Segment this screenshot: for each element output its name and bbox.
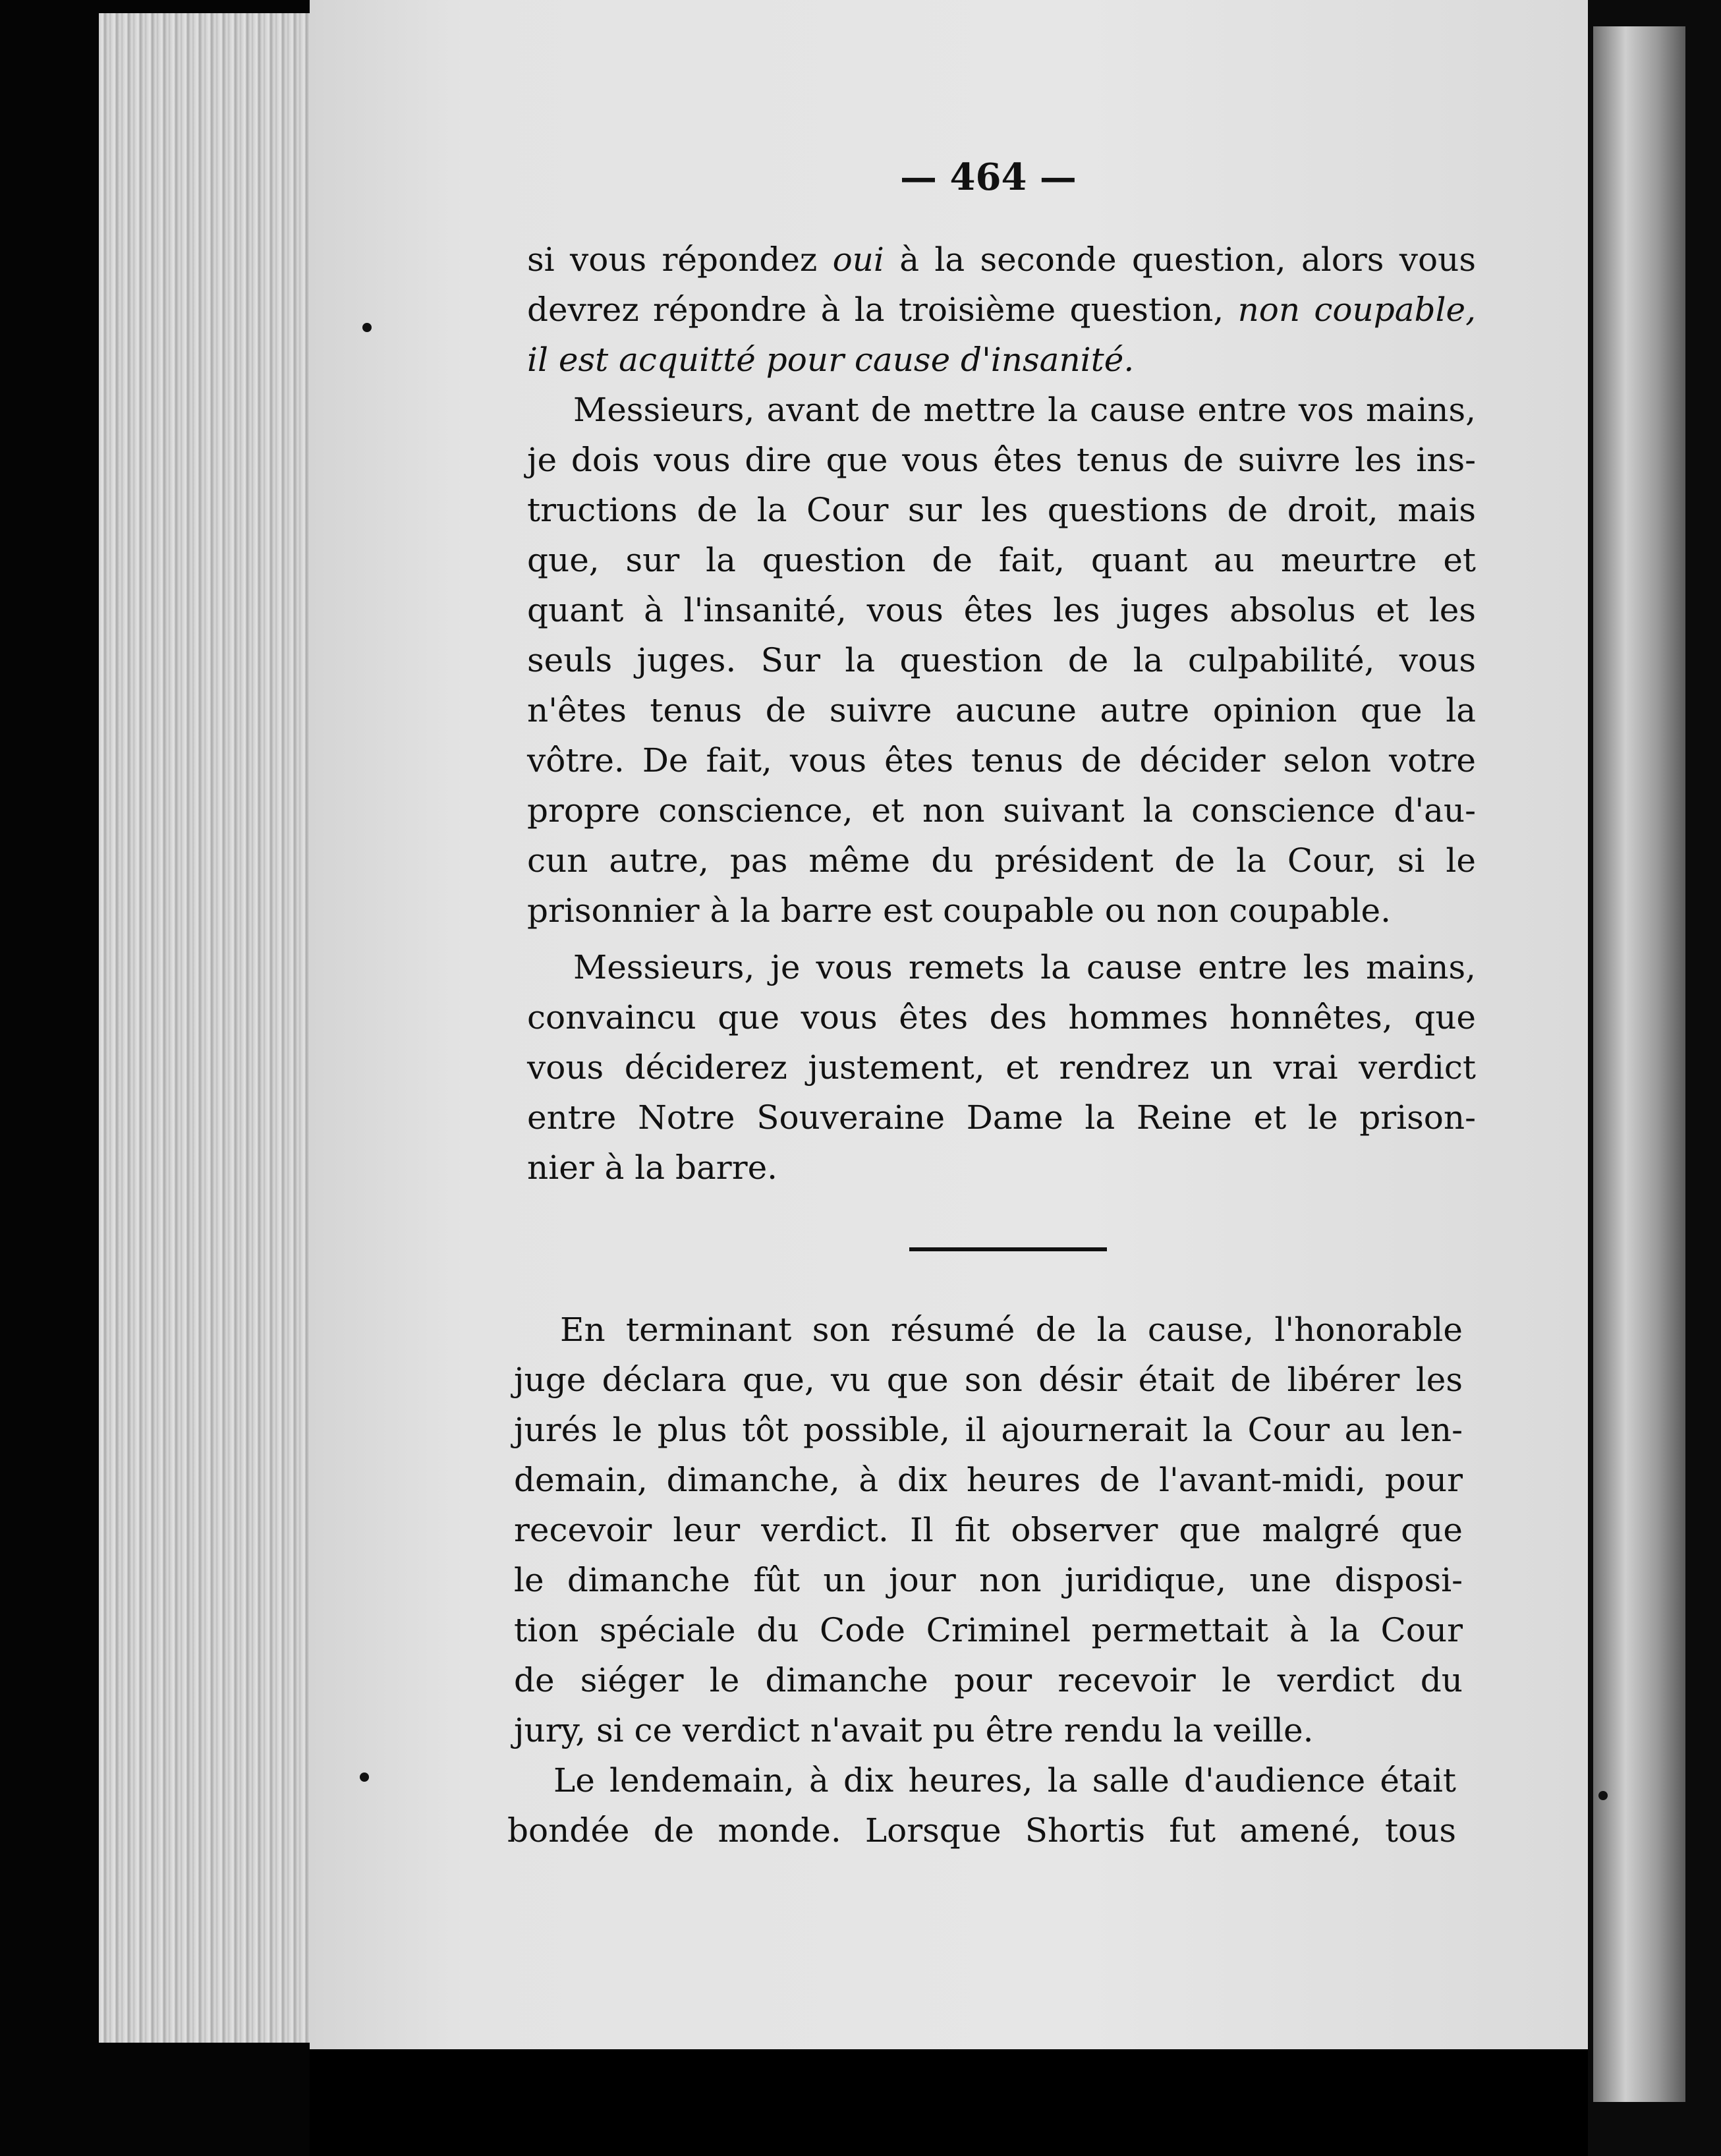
text-line: tructions de la Cour sur les questions de droit, mais: [527, 491, 1476, 529]
text-line: n'êtes tenus de suivre aucune autre opinion que la: [527, 691, 1476, 729]
text-line: bondée de monde. Lorsque Shortis fut amené, tous: [507, 1811, 1456, 1850]
text-line: vous déciderez justement, et rendrez un vrai verdict: [527, 1048, 1476, 1087]
ink-speck: [362, 323, 372, 332]
text-line: demain, dimanche, à dix heures de l'avant-midi, pour: [514, 1461, 1463, 1499]
book-page-edges: [99, 13, 320, 2043]
text-line: je dois vous dire que vous êtes tenus de suivre les ins-: [527, 441, 1476, 479]
text-run: devrez répondre à la troisième question,: [527, 291, 1238, 329]
ink-speck: [1598, 1791, 1608, 1800]
page-number: — 464 —: [900, 156, 1077, 199]
text-line: que, sur la question de fait, quant au meurtre et: [527, 541, 1476, 579]
page-bottom-shadow: [310, 2049, 1588, 2156]
text-line: recevoir leur verdict. Il fit observer que malgré que: [514, 1511, 1463, 1549]
text-line: nier à la barre.: [527, 1149, 778, 1187]
italic-text-run: il est acquitté pour cause d'insanité.: [527, 341, 1135, 379]
text-run: à la seconde question, alors vous: [884, 241, 1476, 279]
text-line: jurés le plus tôt possible, il ajournerait la Cour au len-: [514, 1411, 1463, 1449]
italic-text-run: oui: [832, 241, 884, 279]
text-line: seuls juges. Sur la question de la culpabilité, vous: [527, 641, 1476, 679]
paragraph-continuation: [527, 235, 1476, 385]
text-line: En terminant son résumé de la cause, l'honorable: [560, 1311, 1463, 1349]
text-line: prisonnier à la barre est coupable ou non coupable.: [527, 892, 1391, 930]
text-run: si vous répondez: [527, 241, 833, 279]
paragraph-adjournment: [514, 1305, 1463, 1755]
italic-text-run: non coupable,: [1237, 291, 1476, 329]
text-line: Messieurs, avant de mettre la cause entre vos mains,: [573, 391, 1476, 429]
text-line: Le lendemain, à dix heures, la salle d'audience était: [553, 1761, 1456, 1800]
text-line: quant à l'insanité, vous êtes les juges absolus et les: [527, 591, 1476, 629]
book-page: [310, 0, 1588, 2049]
text-line: tion spéciale du Code Criminel permettait à la Cour: [514, 1611, 1463, 1649]
paragraph-instructions: [527, 385, 1476, 936]
text-line: de siéger le dimanche pour recevoir le verdict du: [514, 1661, 1463, 1699]
text-line: vôtre. De fait, vous êtes tenus de décider selon votre: [527, 741, 1476, 780]
book-binding-edge: [1593, 26, 1685, 2102]
paragraph-next-day: [507, 1755, 1456, 1856]
text-line: le dimanche fût un jour non juridique, une disposi-: [514, 1561, 1463, 1599]
text-line: juge déclara que, vu que son désir était de libérer les: [514, 1361, 1463, 1399]
text-line: cun autre, pas même du président de la Cour, si le: [527, 841, 1476, 880]
text-line: [527, 235, 1476, 285]
text-line: entre Notre Souveraine Dame la Reine et le prison-: [527, 1098, 1476, 1137]
section-divider: [909, 1247, 1107, 1251]
paragraph-charge: [527, 942, 1476, 1193]
text-line: convaincu que vous êtes des hommes honnêtes, que: [527, 998, 1476, 1036]
text-line: [527, 285, 1476, 335]
ink-speck: [360, 1773, 369, 1782]
text-line: [527, 335, 1476, 385]
text-line: jury, si ce verdict n'avait pu être rendu la veille.: [514, 1711, 1314, 1749]
text-line: propre conscience, et non suivant la conscience d'au-: [527, 791, 1476, 830]
text-line: Messieurs, je vous remets la cause entre les mains,: [573, 948, 1476, 986]
